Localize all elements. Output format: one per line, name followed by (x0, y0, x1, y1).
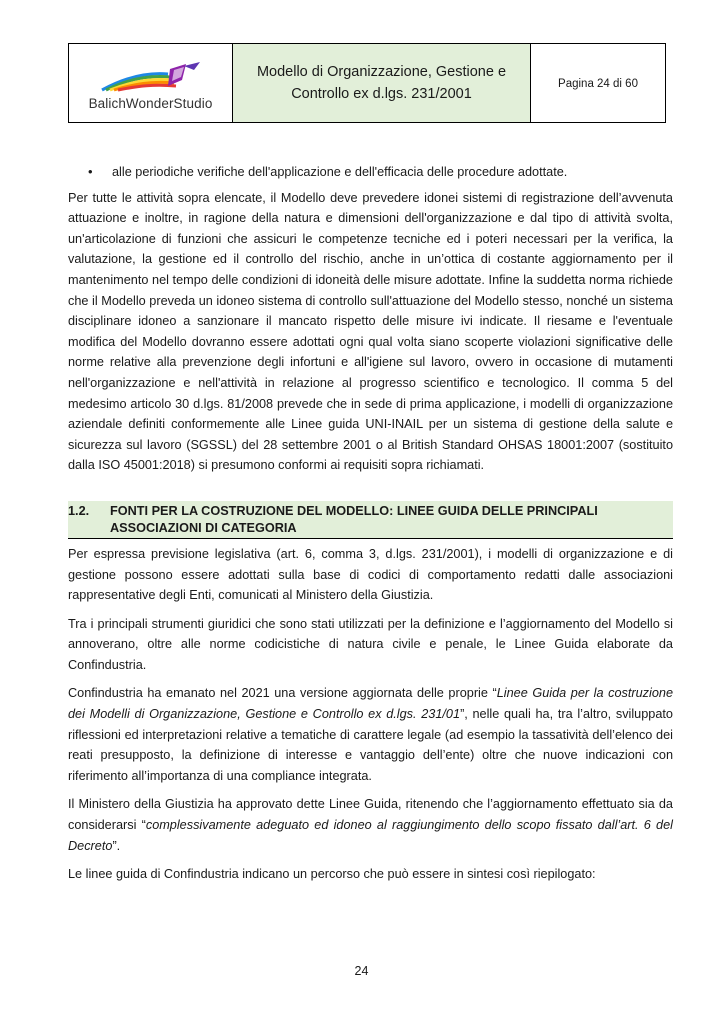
paragraph: Per tutte le attività sopra elencate, il Modello deve prevedere idonei sistemi di registrazione dell’avvenuta attuazione e inoltre, in ragione della natura e dimensioni dell'organizzazione e dal tipo di attività svolta, un'articolazione di funzioni che assicuri le competenze tecniche ed i poteri necessari per la verifica, la valutazione, la gestione ed il controllo del rischio, anche in un’ottica di costante aggiornamento per il mantenimento nel tempo delle condizioni di idoneità delle misure adottate. Infine la suddetta norma richiede che il Modello preveda un idoneo sistema di controllo sull'attuazione del Modello stesso, nonché un sistema disciplinare idoneo a sanzionare il mancato rispetto delle misure ivi indicate. Il riesame e l'eventuale modifica del Modello dovranno essere adottati ogni qual volta siano scoperte violazioni significative delle norme relative alla prevenzione degli infortuni e all'igiene sul lavoro, ovvero in occasione di mutamenti nell'organizzazione e nell'attività in relazione al progresso scientifico e tecnologico. Il comma 5 del medesimo articolo 30 d.lgs. 81/2008 prevede che in sede di prima applicazione, i modelli di organizzazione aziendale definiti conformemente alle Linee guida UNI-INAIL per un sistema di gestione della salute e sicurezza sul lavoro (SGSSL) del 28 settembre 2001 o al British Standard OHSAS 18001:2007 (sostituito dalla ISO 45001:2018) si presumono conformi ai requisiti sopra richiamati. (68, 190, 673, 473)
bullet-item (88, 162, 673, 183)
document-title: Modello di Organizzazione, Gestione e Controllo ex d.lgs. 231/2001 (233, 44, 531, 122)
text-run: ”. (112, 838, 121, 853)
paragraph: Per espressa previsione legislativa (art. 6, comma 3, d.lgs. 231/2001), i modelli di organizzazione e di gestione possono essere adottati sulla base di codici di comportamento redatti dalle associazioni rappresentative degli Enti, comunicati al Ministero della Giustizia. (68, 546, 673, 603)
text-run: Confindustria ha emanato nel 2021 una versione aggiornata delle proprie “ (68, 686, 497, 701)
section-number: 1.2. (68, 503, 90, 518)
document-header (68, 43, 666, 123)
logo-cell (69, 44, 233, 122)
bullet-icon (88, 162, 112, 183)
italic-quote: complessivamente adeguato ed idoneo al raggiungimento dello scopo fissato dall’art. 6 del Decreto (68, 818, 673, 853)
paragraph: Tra i principali strumenti giuridici che sono stati utilizzati per la definizione e l’aggiornamento del Modello si annoverano, oltre alle norme codicistiche di natura civile e penale, le Linee Guida elaborate da Confindustria. (68, 616, 673, 672)
page-indicator: Pagina 24 di 60 (558, 78, 638, 90)
page-number: 24 (354, 964, 369, 978)
text-run: ”, nelle quali ha, tra l’altro, sviluppato riflessioni ed interpretazioni relative a tematiche di carattere legale (ad esempio la tassatività dell’elenco dei reati presupposto, la definizione di interesse e vantaggio dell’ente) oltre che nuove indicazioni con riferimento all’importanza di una compliance integrata. (68, 707, 673, 783)
paragraph: Le linee guida di Confindustria indicano un percorso che può essere in sintesi così riepilogato: (68, 867, 596, 882)
section-title: FONTI PER LA COSTRUZIONE DEL MODELLO: LINEE GUIDA DELLE PRINCIPALI ASSOCIAZIONI DI CATEGORIA (110, 503, 598, 535)
paragraph (68, 683, 673, 786)
text-run: Il Ministero della Giustizia ha approvato dette Linee Guida, ritenendo che l’aggiornamento effettuato sia da considerarsi “ (68, 797, 673, 833)
paint-brush-rainbow-logo-icon (96, 60, 206, 94)
bullet-text: alle periodiche verifiche dell'applicazione e dell'efficacia delle procedure adottate. (112, 165, 568, 179)
paragraph (68, 794, 673, 856)
document-body (68, 162, 673, 893)
section-heading (68, 501, 673, 539)
italic-citation: Linee Guida per la costruzione dei Modelli di Organizzazione, Gestione e Controllo ex d.lgs. 231/01 (68, 686, 673, 722)
logo-text: BalichWonderStudio (88, 95, 213, 111)
